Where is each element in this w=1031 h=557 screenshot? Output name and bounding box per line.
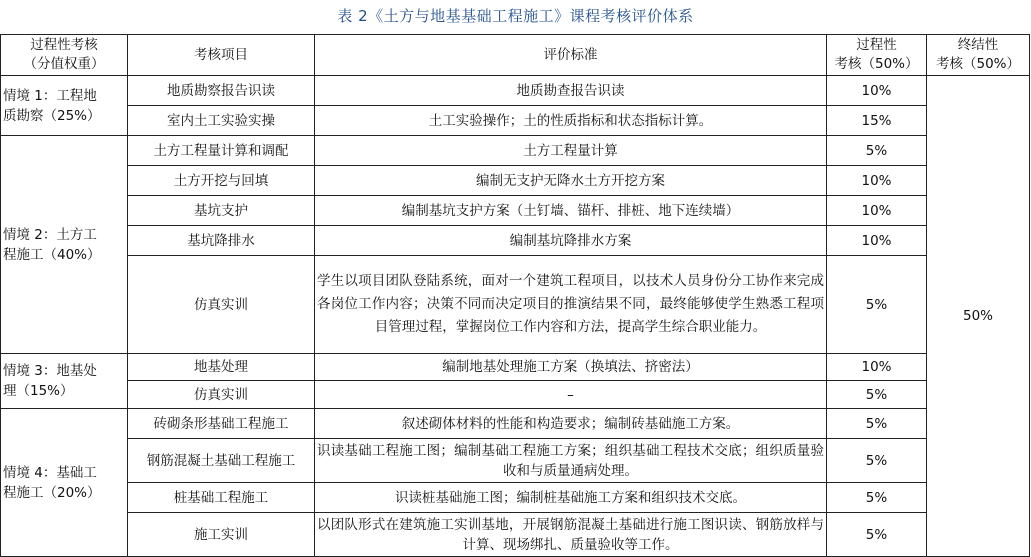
table-row (1, 483, 1030, 513)
weight-cell: 10% (827, 76, 927, 106)
table-title: 表 2《土方与地基基础工程施工》课程考核评价体系 (337, 7, 694, 25)
table-row (1, 106, 1030, 136)
item-cell: 仿真实训 (128, 256, 315, 354)
table-row (1, 513, 1030, 557)
situation-cell: 情境 3：地基处 理（15%） (1, 354, 128, 409)
standard-cell: 编制基坑支护方案（土钉墙、锚杆、排桩、地下连续墙） (315, 196, 827, 226)
situation-cell: 情境 2：土方工 程施工（40%） (1, 136, 128, 354)
situation-cell: 情境 4：基础工 程施工（20%） (1, 409, 128, 557)
standard-cell: 学生以项目团队登陆系统，面对一个建筑工程项目，以技术人员身份分工协作来完成各岗位工作内容；决策不同而决定项目的推演结果不同，最终能够使学生熟悉工程项目管理过程，掌握岗位工作内容和方法，提高学生综合职业能力。 (315, 256, 827, 354)
standard-cell: 叙述砌体材料的性能和构造要求；编制砖基础施工方案。 (315, 409, 827, 439)
situation-cell: 情境 1：工程地 质勘察（25%） (1, 76, 128, 136)
item-cell: 地基处理 (128, 354, 315, 381)
table-row (1, 76, 1030, 106)
weight-cell: 10% (827, 226, 927, 256)
item-cell: 钢筋混凝土基础工程施工 (128, 439, 315, 483)
header-process-weight: 过程性 考核（50%） (827, 35, 927, 76)
weight-cell: 5% (827, 381, 927, 409)
table-row (1, 381, 1030, 409)
item-cell: 基坑降排水 (128, 226, 315, 256)
standard-cell: 编制基坑降排水方案 (315, 226, 827, 256)
item-cell: 桩基础工程施工 (128, 483, 315, 513)
item-cell: 地质勘察报告识读 (128, 76, 315, 106)
weight-cell: 5% (827, 439, 927, 483)
item-cell: 施工实训 (128, 513, 315, 557)
item-cell: 仿真实训 (128, 381, 315, 409)
header-row (1, 35, 1030, 76)
table-row (1, 226, 1030, 256)
item-cell: 室内土工实验实操 (128, 106, 315, 136)
standard-cell: 以团队形式在建筑施工实训基地，开展钢筋混凝土基础进行施工图识读、钢筋放样与计算、现场绑扎、质量验收等工作。 (315, 513, 827, 557)
table-row (1, 354, 1030, 381)
item-cell: 砖砌条形基础工程施工 (128, 409, 315, 439)
evaluation-table (0, 34, 1030, 557)
standard-cell: 识读基础工程施工图；编制基础工程施工方案；组织基础工程技术交底；组织质量验收和与质量通病处理。 (315, 439, 827, 483)
weight-cell: 10% (827, 196, 927, 226)
weight-cell: 5% (827, 256, 927, 354)
weight-cell: 15% (827, 106, 927, 136)
item-cell: 基坑支护 (128, 196, 315, 226)
table-row (1, 196, 1030, 226)
final-weight-cell: 50% (927, 76, 1030, 557)
weight-cell: 5% (827, 513, 927, 557)
weight-cell: 10% (827, 354, 927, 381)
weight-cell: 5% (827, 483, 927, 513)
standard-cell: 地质勘查报告识读 (315, 76, 827, 106)
standard-cell: 土工实验操作；土的性质指标和状态指标计算。 (315, 106, 827, 136)
standard-cell: 识读桩基础施工图；编制桩基础施工方案和组织技术交底。 (315, 483, 827, 513)
header-final-weight: 终结性 考核（50%） (927, 35, 1030, 76)
item-cell: 土方开挖与回填 (128, 166, 315, 196)
header-standard: 评价标准 (315, 35, 827, 76)
table-row (1, 439, 1030, 483)
item-cell: 土方工程量计算和调配 (128, 136, 315, 166)
header-situation: 过程性考核 （分值权重） (1, 35, 128, 76)
table-row (1, 409, 1030, 439)
weight-cell: 5% (827, 136, 927, 166)
standard-cell: 编制无支护无降水土方开挖方案 (315, 166, 827, 196)
weight-cell: 10% (827, 166, 927, 196)
weight-cell: 5% (827, 409, 927, 439)
header-item: 考核项目 (128, 35, 315, 76)
standard-cell: – (315, 381, 827, 409)
standard-cell: 土方工程量计算 (315, 136, 827, 166)
standard-cell: 编制地基处理施工方案（换填法、挤密法） (315, 354, 827, 381)
table-row (1, 136, 1030, 166)
table-row (1, 166, 1030, 196)
table-row (1, 256, 1030, 354)
